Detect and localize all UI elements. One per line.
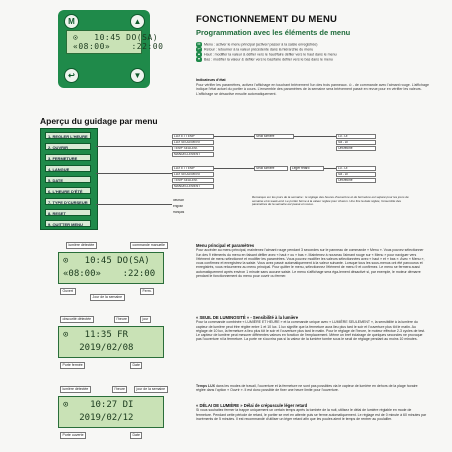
lcd-line-1: ⊙ 10:45 DO(SA) [73,33,159,42]
fermeture-right-2: Sa - Di [336,172,376,177]
connector [214,136,254,137]
fermeture-opt-3: TEMP SEULEM. [172,178,214,183]
langue-opt-2: english [173,205,184,208]
fermeture-opt-1: LUX ET TEMP [172,166,214,171]
tag-dark-detected: obscurité détectée [60,316,94,323]
up-icon: ▲ [197,52,201,57]
fermeture-right-3: Ohrzeiche [336,178,376,183]
seuil-text: Pour la commande combinée « LUMIÈRE ET HEURE » et la commande unique avec « LUMIÈRE SEULEMENT », la sensibilité à la lumière du capteur de lumière peut être réglée entre 1 et 10 lux. 1 lux signifie que la fermeture aura lieu plus tard le soir et l'ouverture plus tôt le matin. Au réglage de 10 lux, la fermeture a lieu plus tôt le soir et l'ouverture plus tard le matin. Pour le réglage de l'heure, le moteur effectue 2-3 cycles de test. Le capteur de lumière peut mesurer différentes valeurs en fonction de l'emplacement. Même un bref éclairage de quelques secondes ne provoque pas l'ouverture ni la fermeture. La porte ne s'ouvrira pas si la valeur de la lumière tombe sous le seuil de réglage pendant au moins 10 minutes. [196,320,426,342]
ouvrir-opt-3: TEMP SEULEM. [172,146,214,151]
ouvrir-right-1: Lu - Di [336,134,376,139]
legend-bas: ▼ Bas : modifier la valeur & défiler vers le bas/faire défiler vers le bas dans le menu [197,57,333,62]
connector [294,136,336,137]
tag-open: Ouvert [60,288,76,295]
down-icon: ▼ [197,57,201,62]
tag-light-detected-2: lumière détectée [60,386,91,393]
back-icon: ↩ [197,47,201,52]
menu-principal-title: Menu principal et paramètres [196,243,255,248]
langue-opt-3: français [173,211,185,214]
tag-door-open: Porte ouverte [60,432,86,439]
connector [214,168,254,169]
menu-item-9: 9. QUITTER MENU [45,220,91,227]
lcd-b-line-2: 2019/02/08 [63,343,134,353]
section-seuil [196,316,428,342]
section-temps-lux [196,384,428,393]
tag-time: l'heure [114,316,129,323]
legend-retour: ↩ Retour : retourner à la valeur précédente dans la hiérarchie du menu [197,47,314,52]
overview-title: Aperçu du guidage par menu [40,116,158,126]
section-menu-principal [196,244,428,278]
tag-light-detected: lumière détectée [66,242,97,249]
menu-item-3: 3. FERMETURE [45,154,91,161]
page-title: FONCTIONNEMENT DU MENU [196,14,338,25]
menu-item-5: 5. DATE [45,176,91,183]
tag-date: Date [130,362,142,369]
lcd-c-line-1: ⊙ 10:27 DI [63,400,134,410]
temps-lux-text: dans les modes de travail, l'ouverture et la fermeture ne sont pas possibles via le capteur de lumière en dehors de la plage horaire réglée dans l'option « Ouvrir ». Il est donc possible de fixer une heure limite pour l'ouverture. [196,384,418,393]
ouvrir-opt-1: LUX ET TEMP [172,134,214,139]
lcd-a-line-2: «08:00» :22:00 [63,269,156,279]
fermeture-opt-2: LUX SEULEMENT [172,172,214,177]
down-button[interactable]: ▼ [130,68,145,83]
menu-item-7: 7. TYPE D'CURSEUR [45,198,91,205]
connector [96,173,172,174]
section-delai [196,404,428,421]
lcd-b-line-1: ⊙ 11:35 FR [63,330,129,340]
legend-haut: ▲ Haut : modifier la valeur & défiler vers le haut/faire défiler vers le haut dans le menu [197,52,337,57]
indicators-block [196,78,432,96]
tag-door-closed: Porte fermée [60,362,85,369]
tag-date-2: Date [130,432,142,439]
tag-closed: Ferm. [140,288,154,295]
menu-list [40,128,98,230]
indicators-title: Indicateurs d'état [196,78,226,82]
seuil-title: « SEUIL DE LUMINOSITÉ » - Sensibilité à la lumière [196,315,299,320]
device-illustration [58,10,164,88]
lcd-a-line-1: ⊙ 10:45 DO(SA) [63,256,150,266]
lcd-line-2: «08:00» :22:00 [73,42,164,51]
indicators-text: Pour vérifier les paramètres, activez l'affichage en touchant brièvement l'un des trois panneaux. ⊙ - de commande avec l'aimant rouge. L'affichage indique l'état actuel du portier à cours. L'ensemble des paramètres de la semaine sera brièvement passé en revue pour en vérifier les valeurs. L'affichage se désactive ensuite automatiquement. [196,82,429,96]
lcd-screen [66,30,164,54]
lcd-c-line-2: 2019/02/12 [63,413,134,423]
ouvrir-mid: Seuil lumière [254,134,294,139]
ouvrir-right-3: Ohrzeiche [336,146,376,151]
langue-opt-1: deutsch [173,199,185,202]
menu-icon: M [197,42,201,46]
tag-weekday-2: jour de la semaine [134,386,168,393]
fermeture-opt-4: MANUELLEMENT [172,184,214,189]
menu-item-6: 6. L'HEURE D'ÉTÉ [45,187,91,194]
lcd-example-c [58,396,164,428]
delai-title: « DÉLAI DE LUMIÈRE » Délai de crépuscule léger retard [196,403,308,408]
back-button[interactable]: ↩ [64,68,79,83]
menu-item-8: 8. RESET [45,209,91,216]
tag-day: jour [140,316,151,323]
ouvrir-right-2: Sa - Di [336,140,376,145]
button-legend [196,42,432,62]
fermeture-right-1: Lu - Di [336,166,376,171]
menu-item-1: 1. REGLER L'HEURE [45,132,91,139]
connector [96,204,172,205]
lcd-example-a [58,252,164,284]
fermeture-mid-1: Seuil lumière [254,166,288,171]
connector [324,168,336,169]
menu-button[interactable]: M [64,14,79,29]
legend-menu: M Menu : activer le menu principal (activer/ passer à la saisie enregistrée) [197,42,318,47]
lcd-example-b [58,326,164,358]
tag-manual-command: commande manuelle [130,242,168,249]
page-subtitle: Programmation avec les éléments de menu [196,28,351,37]
tag-weekday: Jour de la semaine [90,294,125,301]
connector [96,146,172,147]
temps-lux-label: Temps LUX [196,384,215,388]
delai-text: Si vous souhaitez fermer la trappe uniquement un certain temps après la tombée de la nuit, utilisez le délai de lumière réglable en mode de fermeture. Pendant cette période de retard, le portier se met en attente puis se ferme automatiquement. Le réglage est de 0 minute à 60 minutes par incréments de 5 minutes. Il est recommandé d'utiliser un léger retard afin que les poules aient le temps de rentrer au poulailler. [196,408,427,421]
weekday-note: Remarque sur les jours de la semaine : le réglage des heures d'ouverture et de fermeture est séparé pour les jours de semaine et le week-end. Le portier ferme à la valeur réglée pour chacun. Une fois la date réglée, l'ensemble des paramètres de la semaine est passé en revue. [252,195,409,207]
menu-principal-text: Pour accéder au menu principal, maintenez l'aimant rouge pendant 3 secondes sur le panneau de commande « Menu ». Vous pouvez sélectionner l'un des 9 éléments du menu en faisant défiler avec « haut » ou « bas ». Maintenez à nouveau l'aimant rouge sur « Menu » pour naviguer vers l'élément de menu sélectionné et modifier les paramètres. Vous pouvez modifier les valeurs sélectionnées avec « haut » et « bas ». Avec « Menu », vous confirmez et enregistrez la saisie. Vous avez passé automatiquement à la valeur suivante. Lorsque tous les sous-menus ont été parcourus et enregistrés, vous retournerez au menu principal. Pour quitter le menu, sélectionnez l'élément de menu 9 et confirmez. Le menu se fermera aussi automatiquement après environ 1 minute sans aucune saisie. Le menu s'affichage sera éga-lement désactivé si, par exemple, le moteur démarre pendant le fonctionnement du menu pour ouvrir ou fermer. [196,248,425,279]
fermeture-mid-2: Léger retard [290,166,324,171]
menu-item-4: 4. LANGUE [45,165,91,172]
tag-time-2: l'heure [112,386,127,393]
ouvrir-opt-4: MANUELLEMENT [172,152,214,157]
menu-item-2: 2. OUVRIR [45,143,91,150]
up-button[interactable]: ▲ [130,14,145,29]
ouvrir-opt-2: LUX SEULEMENT [172,140,214,145]
